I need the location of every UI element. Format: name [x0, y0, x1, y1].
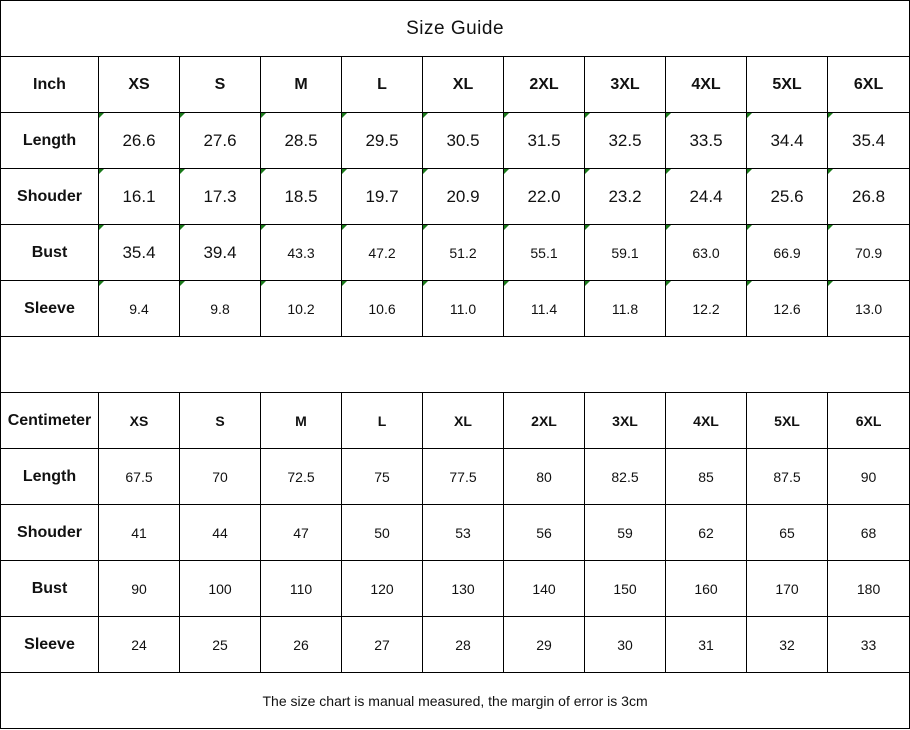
inch_table-value-cell: 35.4	[828, 113, 910, 169]
cm_table-value-cell: 120	[342, 561, 423, 617]
inch_table-size-header: L	[342, 57, 423, 113]
cm_table-value-cell: 33	[828, 617, 910, 673]
inch_table-value-cell: 16.1	[99, 169, 180, 225]
cm_table-value-cell: 80	[504, 449, 585, 505]
cm_table-row-length	[1, 449, 910, 505]
inch_table-value-cell: 9.8	[180, 281, 261, 337]
inch_table-unit-label: Inch	[1, 57, 99, 113]
cm_table-size-header: 4XL	[666, 393, 747, 449]
inch_table-value-cell: 27.6	[180, 113, 261, 169]
inch_table-size-header: XL	[423, 57, 504, 113]
cm_table-value-cell: 41	[99, 505, 180, 561]
cm_table-value-cell: 27	[342, 617, 423, 673]
cm_table-size-header: 2XL	[504, 393, 585, 449]
inch_table-value-cell: 22.0	[504, 169, 585, 225]
inch_table-value-cell: 33.5	[666, 113, 747, 169]
inch_table-value-cell: 63.0	[666, 225, 747, 281]
cm_table-row-bust	[1, 561, 910, 617]
cm_table-value-cell: 72.5	[261, 449, 342, 505]
inch_table-value-cell: 31.5	[504, 113, 585, 169]
cm_table-value-cell: 28	[423, 617, 504, 673]
cm_table-value-cell: 140	[504, 561, 585, 617]
inch_table-value-cell: 43.3	[261, 225, 342, 281]
cm_table-value-cell: 31	[666, 617, 747, 673]
inch_table-row-bust	[1, 225, 910, 281]
cm_table-value-cell: 87.5	[747, 449, 828, 505]
inch_table-value-cell: 30.5	[423, 113, 504, 169]
inch_table-size-header: XS	[99, 57, 180, 113]
cm_table-value-cell: 56	[504, 505, 585, 561]
inch_table-value-cell: 23.2	[585, 169, 666, 225]
cm_table-value-cell: 180	[828, 561, 910, 617]
inch_table-row-sleeve	[1, 281, 910, 337]
cm_table-value-cell: 44	[180, 505, 261, 561]
measurement-note: The size chart is manual measured, the margin of error is 3cm	[1, 673, 910, 729]
inch_table-value-cell: 9.4	[99, 281, 180, 337]
cm_table-size-header: 3XL	[585, 393, 666, 449]
cm_table-value-cell: 170	[747, 561, 828, 617]
inch_table-size-header: 3XL	[585, 57, 666, 113]
inch_table-value-cell: 20.9	[423, 169, 504, 225]
inch_table-size-header: 4XL	[666, 57, 747, 113]
inch_table-value-cell: 19.7	[342, 169, 423, 225]
page-title: Size Guide	[1, 1, 910, 57]
inch_table-value-cell: 39.4	[180, 225, 261, 281]
inch_table-header-row	[1, 57, 910, 113]
inch_table-value-cell: 26.8	[828, 169, 910, 225]
title-row	[1, 1, 910, 57]
inch_table-row-label: Sleeve	[1, 281, 99, 337]
cm_table-value-cell: 32	[747, 617, 828, 673]
inch_table-size-header: M	[261, 57, 342, 113]
inch_table-value-cell: 10.6	[342, 281, 423, 337]
cm_table-header-row	[1, 393, 910, 449]
inch_table-row-label: Length	[1, 113, 99, 169]
inch_table-row-length	[1, 113, 910, 169]
inch_table-value-cell: 12.6	[747, 281, 828, 337]
cm_table-value-cell: 77.5	[423, 449, 504, 505]
cm_table-row-shouder	[1, 505, 910, 561]
cm_table-row-label: Length	[1, 449, 99, 505]
inch_table-value-cell: 18.5	[261, 169, 342, 225]
cm_table-value-cell: 100	[180, 561, 261, 617]
cm_table-value-cell: 29	[504, 617, 585, 673]
cm_table-value-cell: 26	[261, 617, 342, 673]
cm_table-value-cell: 82.5	[585, 449, 666, 505]
cm_table-value-cell: 90	[828, 449, 910, 505]
cm_table-value-cell: 25	[180, 617, 261, 673]
inch_table-value-cell: 59.1	[585, 225, 666, 281]
cm_table-value-cell: 62	[666, 505, 747, 561]
cm_table-value-cell: 50	[342, 505, 423, 561]
cm_table-row-label: Sleeve	[1, 617, 99, 673]
cm_table-size-header: XL	[423, 393, 504, 449]
inch_table-value-cell: 10.2	[261, 281, 342, 337]
inch_table-value-cell: 29.5	[342, 113, 423, 169]
inch_table-value-cell: 66.9	[747, 225, 828, 281]
cm_table-value-cell: 130	[423, 561, 504, 617]
cm_table-unit-label: Centimeter	[1, 393, 99, 449]
cm_table-size-header: S	[180, 393, 261, 449]
inch_table-value-cell: 25.6	[747, 169, 828, 225]
inch_table-size-header: 2XL	[504, 57, 585, 113]
cm_table-size-header: L	[342, 393, 423, 449]
inch_table-value-cell: 11.4	[504, 281, 585, 337]
cm_table-value-cell: 68	[828, 505, 910, 561]
cm_table-size-header: XS	[99, 393, 180, 449]
cm_table-value-cell: 70	[180, 449, 261, 505]
spacer-cell	[1, 337, 910, 393]
inch_table-value-cell: 11.0	[423, 281, 504, 337]
inch_table-value-cell: 70.9	[828, 225, 910, 281]
inch_table-value-cell: 17.3	[180, 169, 261, 225]
inch_table-value-cell: 35.4	[99, 225, 180, 281]
cm_table-row-label: Bust	[1, 561, 99, 617]
inch_table-value-cell: 32.5	[585, 113, 666, 169]
cm_table-value-cell: 75	[342, 449, 423, 505]
cm_table-row-label: Shouder	[1, 505, 99, 561]
cm_table-value-cell: 65	[747, 505, 828, 561]
inch_table-value-cell: 12.2	[666, 281, 747, 337]
inch_table-value-cell: 28.5	[261, 113, 342, 169]
inch_table-value-cell: 51.2	[423, 225, 504, 281]
cm_table-value-cell: 110	[261, 561, 342, 617]
cm_table-value-cell: 47	[261, 505, 342, 561]
cm_table-row-sleeve	[1, 617, 910, 673]
cm_table-value-cell: 85	[666, 449, 747, 505]
inch_table-value-cell: 24.4	[666, 169, 747, 225]
inch_table-value-cell: 13.0	[828, 281, 910, 337]
inch_table-value-cell: 34.4	[747, 113, 828, 169]
cm_table-value-cell: 67.5	[99, 449, 180, 505]
cm_table-value-cell: 30	[585, 617, 666, 673]
inch_table-row-shouder	[1, 169, 910, 225]
inch_table-value-cell: 47.2	[342, 225, 423, 281]
inch_table-row-label: Shouder	[1, 169, 99, 225]
spacer-row	[1, 337, 910, 393]
inch_table-size-header: 5XL	[747, 57, 828, 113]
inch_table-value-cell: 55.1	[504, 225, 585, 281]
cm_table-size-header: 6XL	[828, 393, 910, 449]
cm_table-value-cell: 59	[585, 505, 666, 561]
cm_table-size-header: 5XL	[747, 393, 828, 449]
cm_table-value-cell: 24	[99, 617, 180, 673]
cm_table-value-cell: 53	[423, 505, 504, 561]
inch_table-value-cell: 26.6	[99, 113, 180, 169]
size-guide-body	[1, 1, 910, 729]
note-row	[1, 673, 910, 729]
inch_table-value-cell: 11.8	[585, 281, 666, 337]
cm_table-value-cell: 150	[585, 561, 666, 617]
inch_table-size-header: 6XL	[828, 57, 910, 113]
cm_table-value-cell: 160	[666, 561, 747, 617]
inch_table-size-header: S	[180, 57, 261, 113]
cm_table-value-cell: 90	[99, 561, 180, 617]
inch_table-row-label: Bust	[1, 225, 99, 281]
cm_table-size-header: M	[261, 393, 342, 449]
